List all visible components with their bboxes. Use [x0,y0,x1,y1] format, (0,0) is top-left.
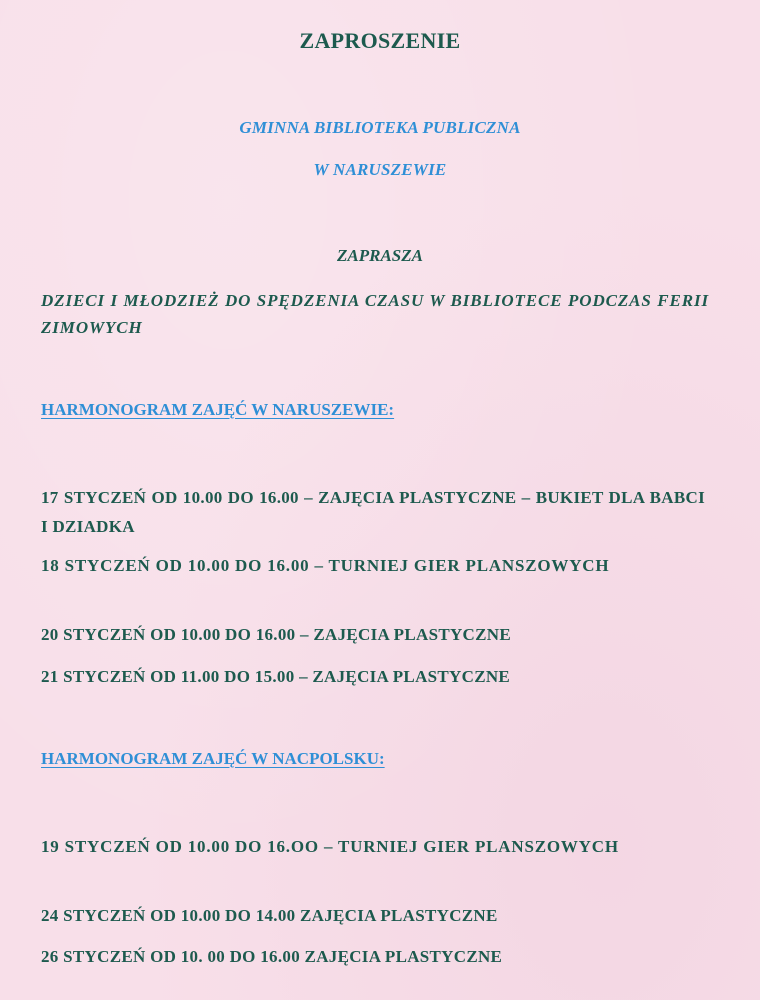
schedule-entry: 24 STYCZEŃ OD 10.00 DO 14.00 ZAJĘCIA PLASTYCZNE [41,906,498,925]
schedule-heading-naruszewo: HARMONOGRAM ZAJĘĆ W NARUSZEWIE: [41,400,395,419]
invitation-description: DZIECI I MŁODZIEŻ DO SPĘDZENIA CZASU W BIBLIOTECE PODCZAS FERII ZIMOWYCH [41,291,709,337]
invites-text: ZAPRASZA [337,246,423,265]
library-location: W NARUSZEWIE [313,160,447,179]
schedule-entry: 21 STYCZEŃ OD 11.00 DO 15.00 – ZAJĘCIA PLASTYCZNE [41,667,511,686]
page-title: ZAPROSZENIE [299,28,461,53]
schedule-entry: 26 STYCZEŃ OD 10. 00 DO 16.00 ZAJĘCIA PLASTYCZNE [41,947,503,966]
schedule-entry: 19 STYCZEŃ OD 10.00 DO 16.OO – TURNIEJ GIER PLANSZOWYCH [41,837,619,856]
schedule-entry: 20 STYCZEŃ OD 10.00 DO 16.00 – ZAJĘCIA PLASTYCZNE [41,625,511,644]
schedule-heading-nacpolsk: HARMONOGRAM ZAJĘĆ W NACPOLSKU: [41,749,385,768]
schedule-entry: 17 STYCZEŃ OD 10.00 DO 16.00 – ZAJĘCIA PLASTYCZNE – BUKIET DLA BABCI I DZIADKA [41,488,705,536]
schedule-entry: 18 STYCZEŃ OD 10.00 DO 16.00 – TURNIEJ GIER PLANSZOWYCH [41,556,610,575]
library-name: GMINNA BIBLIOTEKA PUBLICZNA [239,118,521,137]
